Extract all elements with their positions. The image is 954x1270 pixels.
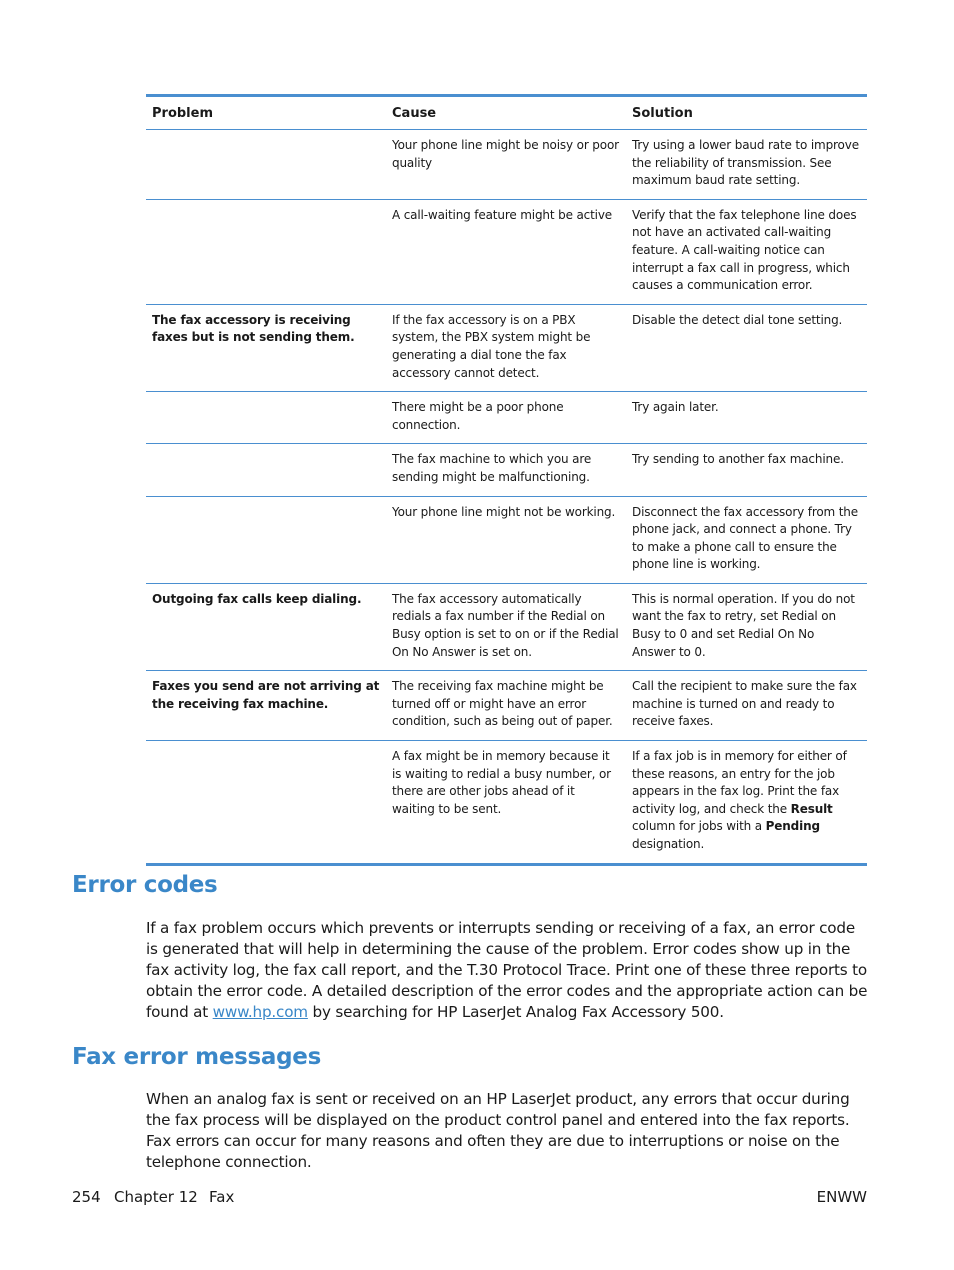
problem-cell (146, 741, 386, 865)
error-codes-paragraph (146, 918, 870, 1023)
solution-cell: Try sending to another fax machine. (626, 444, 867, 496)
solution-cell (626, 741, 867, 865)
problem-cell (146, 444, 386, 496)
troubleshooting-table (146, 94, 867, 866)
solution-cell: Try using a lower baud rate to improve the reliability of transmission. See maximum baud rate setting. (626, 130, 867, 200)
paragraph-text: by searching for HP LaserJet Analog Fax Accessory 500. (307, 1002, 724, 1021)
table-row (146, 496, 867, 583)
solution-cell: Try again later. (626, 392, 867, 444)
cause-cell: If the fax accessory is on a PBX system, the PBX system might be generating a dial tone the fax accessory cannot detect. (386, 304, 626, 391)
table-row (146, 741, 867, 865)
problem-cell (146, 496, 386, 583)
table-row (146, 304, 867, 391)
solution-text: column for jobs with a (632, 819, 766, 834)
cause-cell: There might be a poor phone connection. (386, 392, 626, 444)
cause-cell: Your phone line might not be working. (386, 496, 626, 583)
footer-enww: ENWW (816, 1188, 867, 1206)
cause-cell: The fax accessory automatically redials a fax number if the Redial on Busy option is set to on or if the Redial On No Answer is set on. (386, 583, 626, 670)
table-row (146, 130, 867, 200)
solution-cell: Verify that the fax telephone line does not have an activated call-waiting feature. A call-waiting notice can interrupt a fax call in progress, which causes a communication error. (626, 199, 867, 304)
fax-error-messages-heading: Fax error messages (72, 1044, 321, 1070)
problem-cell (146, 199, 386, 304)
problem-cell: The fax accessory is receiving faxes but is not sending them. (146, 304, 386, 391)
header-cause: Cause (386, 96, 626, 130)
table-row (146, 671, 867, 741)
solution-cell: Disable the detect dial tone setting. (626, 304, 867, 391)
cause-cell: The receiving fax machine might be turned off or might have an error condition, such as being out of paper. (386, 671, 626, 741)
result-term: Result (790, 801, 833, 816)
cause-cell: The fax machine to which you are sending might be malfunctioning. (386, 444, 626, 496)
footer-section: Fax (209, 1188, 235, 1206)
problem-cell (146, 392, 386, 444)
pending-term: Pending (765, 819, 820, 834)
footer-page-number: 254 (72, 1188, 101, 1206)
problem-cell: Faxes you send are not arriving at the receiving fax machine. (146, 671, 386, 741)
solution-cell: This is normal operation. If you do not want the fax to retry, set Redial on Busy to 0 and set Redial On No Answer to 0. (626, 583, 867, 670)
hp-website-link[interactable]: www.hp.com (212, 1002, 308, 1021)
header-problem: Problem (146, 96, 386, 130)
table-row (146, 199, 867, 304)
error-codes-heading: Error codes (72, 872, 218, 898)
solution-text: designation. (632, 837, 705, 851)
cause-cell: A call-waiting feature might be active (386, 199, 626, 304)
problem-cell (146, 130, 386, 200)
header-solution: Solution (626, 96, 867, 130)
table-row (146, 392, 867, 444)
solution-cell: Disconnect the fax accessory from the phone jack, and connect a phone. Try to make a phone call to ensure the phone line is working. (626, 496, 867, 583)
table-row (146, 444, 867, 496)
footer-chapter: Chapter 12 (114, 1188, 198, 1206)
paragraph-text: If a fax problem occurs which prevents or interrupts sending or receiving of a fax, an error code is generated that will help in determining the cause of the problem. Error codes show up in the fax activity log, the fax call report, and the T.30 Protocol Trace. Print one of these three reports to obtain the error code. A detailed description of the error codes and the appropriate action can be found at (146, 919, 868, 1021)
cause-cell: A fax might be in memory because it is waiting to redial a busy number, or there are other jobs ahead of it waiting to be sent. (392, 749, 611, 816)
table-row (146, 583, 867, 670)
table-header-row (146, 96, 867, 130)
problem-cell: Outgoing fax calls keep dialing. (146, 583, 386, 670)
solution-text: If a fax job is in memory for either of these reasons, an entry for the job appears in the fax log. Print the fax activity log, and check the (632, 749, 847, 816)
cause-cell: Your phone line might be noisy or poor quality (386, 130, 626, 200)
fax-error-messages-paragraph: When an analog fax is sent or received on an HP LaserJet product, any errors that occur during the fax process will be displayed on the product control panel and entered into the fax reports. Fax errors can occur for many reasons and often they are due to interruptions or noise on the telephone connection. (146, 1090, 850, 1171)
solution-cell: Call the recipient to make sure the fax machine is turned on and ready to receive faxes. (626, 671, 867, 741)
